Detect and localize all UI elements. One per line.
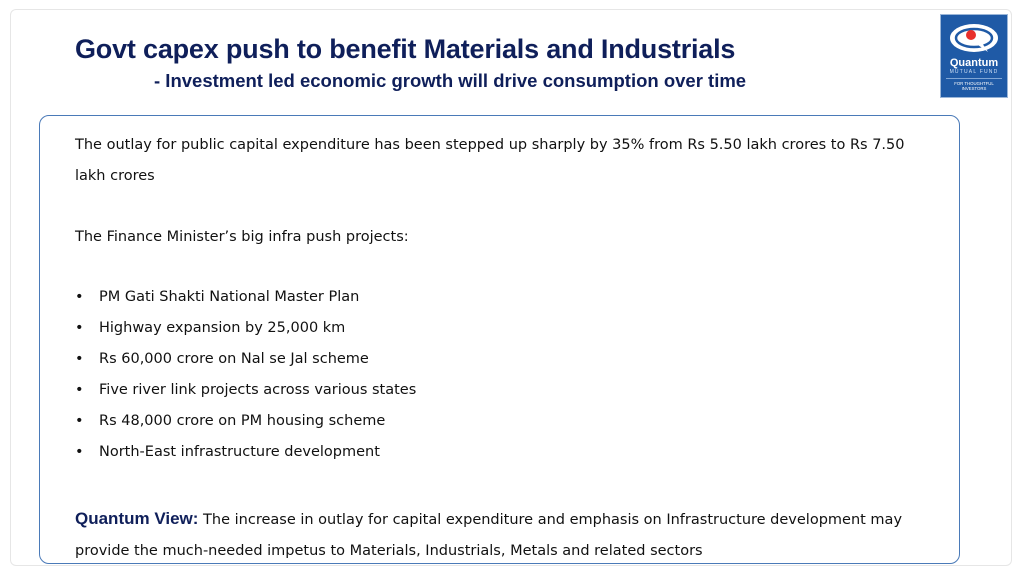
logo-name: Quantum [949, 57, 999, 69]
bullet-icon: • [75, 382, 84, 398]
quantum-logo [940, 14, 1008, 98]
quantum-view-text: The increase in outlay for capital expenditure and emphasis on Infrastructure development may provide the much-needed impetus to Materials, Industrials, Metals and related sectors [75, 512, 903, 559]
capex-paragraph: The outlay for public capital expenditure has been stepped up sharply by 35% from Rs 5.50 lakh crores to Rs 7.50 lakh crores [75, 137, 905, 184]
logo-sub: MUTUAL FUND [949, 69, 999, 75]
page-subtitle: - Investment led economic growth will drive consumption over time [154, 70, 747, 91]
list-item [75, 380, 416, 411]
list-item-text: Highway expansion by 25,000 km [99, 320, 346, 336]
list-item [75, 287, 416, 318]
list-item-text: Five river link projects across various states [99, 382, 417, 398]
quantum-view-label: Quantum View: [75, 509, 199, 528]
list-item-text: North-East infrastructure development [99, 444, 380, 460]
bullet-icon: • [75, 289, 84, 305]
list-item [75, 411, 416, 442]
bullet-icon: • [75, 444, 84, 460]
list-item [75, 318, 416, 349]
project-list [75, 287, 416, 473]
quantum-view [75, 503, 935, 567]
logo-tagline: FOR THOUGHTFUL INVESTORS [946, 78, 1002, 91]
page-title: Govt capex push to benefit Materials and Industrials [75, 34, 736, 64]
projects-intro: The Finance Minister’s big infra push projects: [75, 229, 409, 245]
bullet-icon: • [75, 320, 84, 336]
list-item [75, 442, 416, 473]
list-item-text: Rs 60,000 crore on Nal se Jal scheme [99, 351, 369, 367]
list-item [75, 349, 416, 380]
quantum-logo-icon [948, 21, 1000, 55]
bullet-icon: • [75, 413, 84, 429]
list-item-text: PM Gati Shakti National Master Plan [99, 289, 360, 305]
list-item-text: Rs 48,000 crore on PM housing scheme [99, 413, 386, 429]
bullet-icon: • [75, 351, 84, 367]
